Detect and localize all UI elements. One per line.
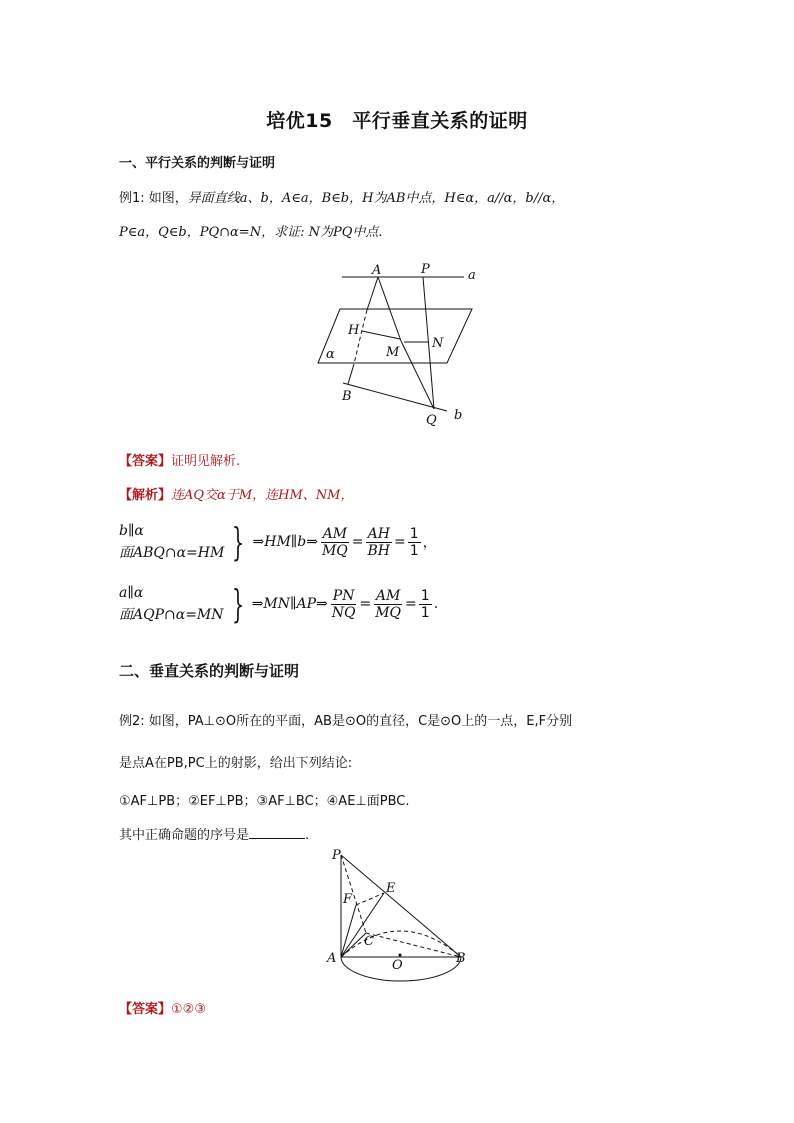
section1-heading: 一、平行关系的判断与证明 xyxy=(119,156,276,171)
derivation-1-cond1: b∥α xyxy=(119,523,144,539)
derivation-2-result: ⇒MN∥AP⇒ xyxy=(251,596,328,612)
answer-text: 证明见解析. xyxy=(171,454,241,469)
label-P: P xyxy=(332,848,341,863)
label-a: a xyxy=(468,268,476,283)
derivation-1-system xyxy=(119,520,224,564)
example1-label: 例1: 如图， xyxy=(119,191,188,206)
page-title: 培优15 平行垂直关系的证明 xyxy=(266,110,528,132)
label-B: B xyxy=(456,951,466,966)
derivation-2-cond2: 面AQP∩α=MN xyxy=(119,607,224,623)
analysis-tag: 【解析】 xyxy=(119,488,172,503)
label-H: H xyxy=(348,323,360,338)
example2-answer xyxy=(119,998,206,1017)
label-M: M xyxy=(386,345,400,360)
fraction-PN-NQ: $\frac{PN}{NQ}$ xyxy=(331,587,356,621)
segment-HB-bottom xyxy=(348,364,354,384)
label-P: P xyxy=(421,262,430,277)
segment-HM xyxy=(362,331,400,339)
segment-AH-hidden xyxy=(362,310,367,330)
figure-circle-cone xyxy=(320,845,470,995)
answer-tag: 【答案】 xyxy=(119,454,172,469)
example2-line2: 是点A在PB,PC上的射影，给出下列结论: xyxy=(119,756,353,771)
label-E: E xyxy=(386,881,396,896)
example1-line2: P∈a，Q∈b，PQ∩α=N，求证: N为PQ中点. xyxy=(119,225,383,240)
label-O: O xyxy=(392,958,403,973)
circle-back-arc xyxy=(341,931,461,957)
fraction-AM-MQ-2: $\frac{AM}{MQ}$ xyxy=(375,587,402,621)
section2-heading: 二、垂直关系的判断与证明 xyxy=(119,662,300,680)
center-point-O xyxy=(399,954,402,957)
example2-line1: 例2: 如图，PA⊥⊙O所在的平面，AB是⊙O的直径，C是⊙O上的一点，E,F分别 xyxy=(119,714,573,729)
derivation-1: b∥α 面ABQ∩α=HM } ⇒HM∥b⇒ $\frac{AM}{MQ}$ = $\frac{AH}{BH}$ = $\frac{1}{1}$ ， xyxy=(119,520,437,564)
example1-line1 xyxy=(119,187,564,206)
figure-skew-lines xyxy=(310,258,500,428)
example1-analysis xyxy=(119,484,354,503)
example1-problem-line1: 异面直线a、b，A∈a，B∈b，H为AB中点，H∈α，a//α，b//α， xyxy=(187,191,565,206)
derivation-2-system xyxy=(119,582,224,626)
label-N: N xyxy=(432,336,444,351)
example2-conclusions: ①AF⊥PB；②EF⊥PB；③AF⊥BC；④AE⊥面PBC. xyxy=(119,794,410,809)
derivation-2-cond1: a∥α xyxy=(119,585,144,601)
answer-text-2: ①②③ xyxy=(171,1002,206,1017)
fraction-1-1-2: $\frac{1}{1}$ xyxy=(420,587,430,621)
answer-tag-2: 【答案】 xyxy=(119,1002,172,1017)
derivation-1-cond2: 面ABQ∩α=HM xyxy=(119,545,225,561)
line-b xyxy=(343,383,447,411)
derivation-1-result: ⇒HM∥b⇒ xyxy=(252,534,318,550)
label-C: C xyxy=(364,934,374,949)
label-B: B xyxy=(342,389,352,404)
label-F: F xyxy=(343,892,353,907)
label-A: A xyxy=(372,263,382,278)
fraction-AM-MQ: $\frac{AM}{MQ}$ xyxy=(321,525,348,559)
example2-question: 其中正确命题的序号是 . xyxy=(119,828,310,843)
label-b: b xyxy=(454,408,463,423)
label-alpha: α xyxy=(326,347,335,362)
segment-AH-top xyxy=(367,277,378,310)
label-Q: Q xyxy=(426,413,437,428)
example1-answer xyxy=(119,450,240,469)
analysis-text: 连AQ交α于M，连HM、NM， xyxy=(171,488,354,503)
label-A: A xyxy=(327,951,337,966)
fraction-1-1: $\frac{1}{1}$ xyxy=(409,525,419,559)
answer-blank xyxy=(249,826,305,839)
derivation-2: a∥α 面AQP∩α=MN } ⇒MN∥AP⇒ $\frac{PN}{NQ}$ = $\frac{AM}{MQ}$ = $\frac{1}{1}$ . xyxy=(119,582,439,626)
fraction-AH-BH: $\frac{AH}{BH}$ xyxy=(367,525,391,559)
